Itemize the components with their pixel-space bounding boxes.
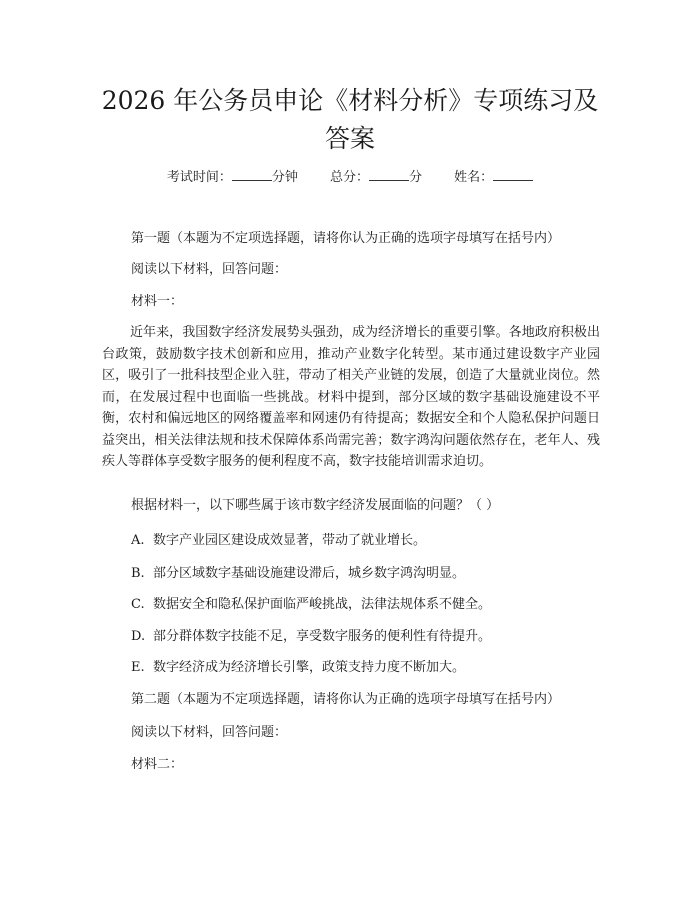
exam-score-field — [330, 168, 422, 188]
exam-score-label: 总分： — [329, 170, 369, 185]
question-1-heading: 第一题（本题为不定项选择题，请将你认为正确的选项字母填写在括号内） — [131, 231, 561, 246]
option-c-text: 数据安全和隐私保护面临严峻挑战，法律法规体系不健全。 — [153, 597, 492, 612]
option-d — [131, 627, 491, 647]
exam-info-row — [60, 168, 640, 188]
exam-time-field — [167, 168, 298, 188]
question-1-prompt: 根据材料一，以下哪些属于该市数字经济发展面临的问题？（ ） — [131, 498, 500, 513]
option-d-text: 部分群体数字技能不足，享受数字服务的便利性有待提升。 — [153, 629, 492, 644]
option-e — [131, 658, 465, 678]
option-b — [131, 564, 465, 584]
document-title-line-1: 2026 年公务员申论《材料分析》专项练习及 — [101, 86, 599, 115]
exam-name-blank — [493, 168, 533, 181]
material-2-label: 材料二： — [131, 757, 184, 772]
exam-name-field — [454, 168, 533, 188]
exam-score-unit: 分 — [409, 170, 423, 185]
document-title-line-2: 答案 — [324, 124, 375, 153]
option-e-text: 数字经济成为经济增长引擎，政策支持力度不断加大。 — [153, 660, 466, 675]
option-a-text: 数字产业园区建设成效显著，带动了就业增长。 — [153, 533, 427, 548]
option-d-letter: D. — [131, 629, 146, 644]
material-1-label: 材料一： — [131, 294, 184, 309]
material-1-text: 近年来，我国数字经济发展势头强劲，成为经济增长的重要引擎。各地政府积极出台政策，鼓励数字技术创新和应用，推动产业数字化转型。某市通过建设数字产业园区，吸引了一批科技型企业入驻，带动了相关产业链的发展，创造了大量就业岗位。然而，在发展过程中也面临一些挑战。材料中提到，部分区域的数字基础设施建设不平衡，农村和偏远地区的网络覆盖率和网速仍有待提高；数据安全和个人隐私保护问题日益突出，相关法律法规和技术保障体系尚需完善；数字鸿沟问题依然存在，老年人、残疾人等群体享受数字服务的便利程度不高，数字技能培训需求迫切。 — [102, 325, 600, 469]
question-1-instruction: 阅读以下材料，回答问题： — [131, 262, 288, 277]
exam-time-blank — [232, 168, 272, 181]
exam-name-label: 姓名： — [454, 170, 494, 185]
option-b-text: 部分区域数字基础设施建设滞后，城乡数字鸿沟明显。 — [153, 566, 466, 581]
option-a — [131, 531, 426, 551]
question-2-heading: 第二题（本题为不定项选择题，请将你认为正确的选项字母填写在括号内） — [131, 692, 561, 707]
option-c — [131, 595, 491, 615]
option-e-letter: E. — [131, 660, 145, 675]
exam-score-blank — [369, 168, 409, 181]
option-a-letter: A. — [131, 533, 145, 548]
question-2-instruction: 阅读以下材料，回答问题： — [131, 725, 288, 740]
option-b-letter: B. — [131, 566, 145, 581]
exam-time-label: 考试时间： — [166, 170, 232, 185]
option-c-letter: C. — [131, 597, 145, 612]
exam-time-unit: 分钟 — [271, 170, 298, 185]
